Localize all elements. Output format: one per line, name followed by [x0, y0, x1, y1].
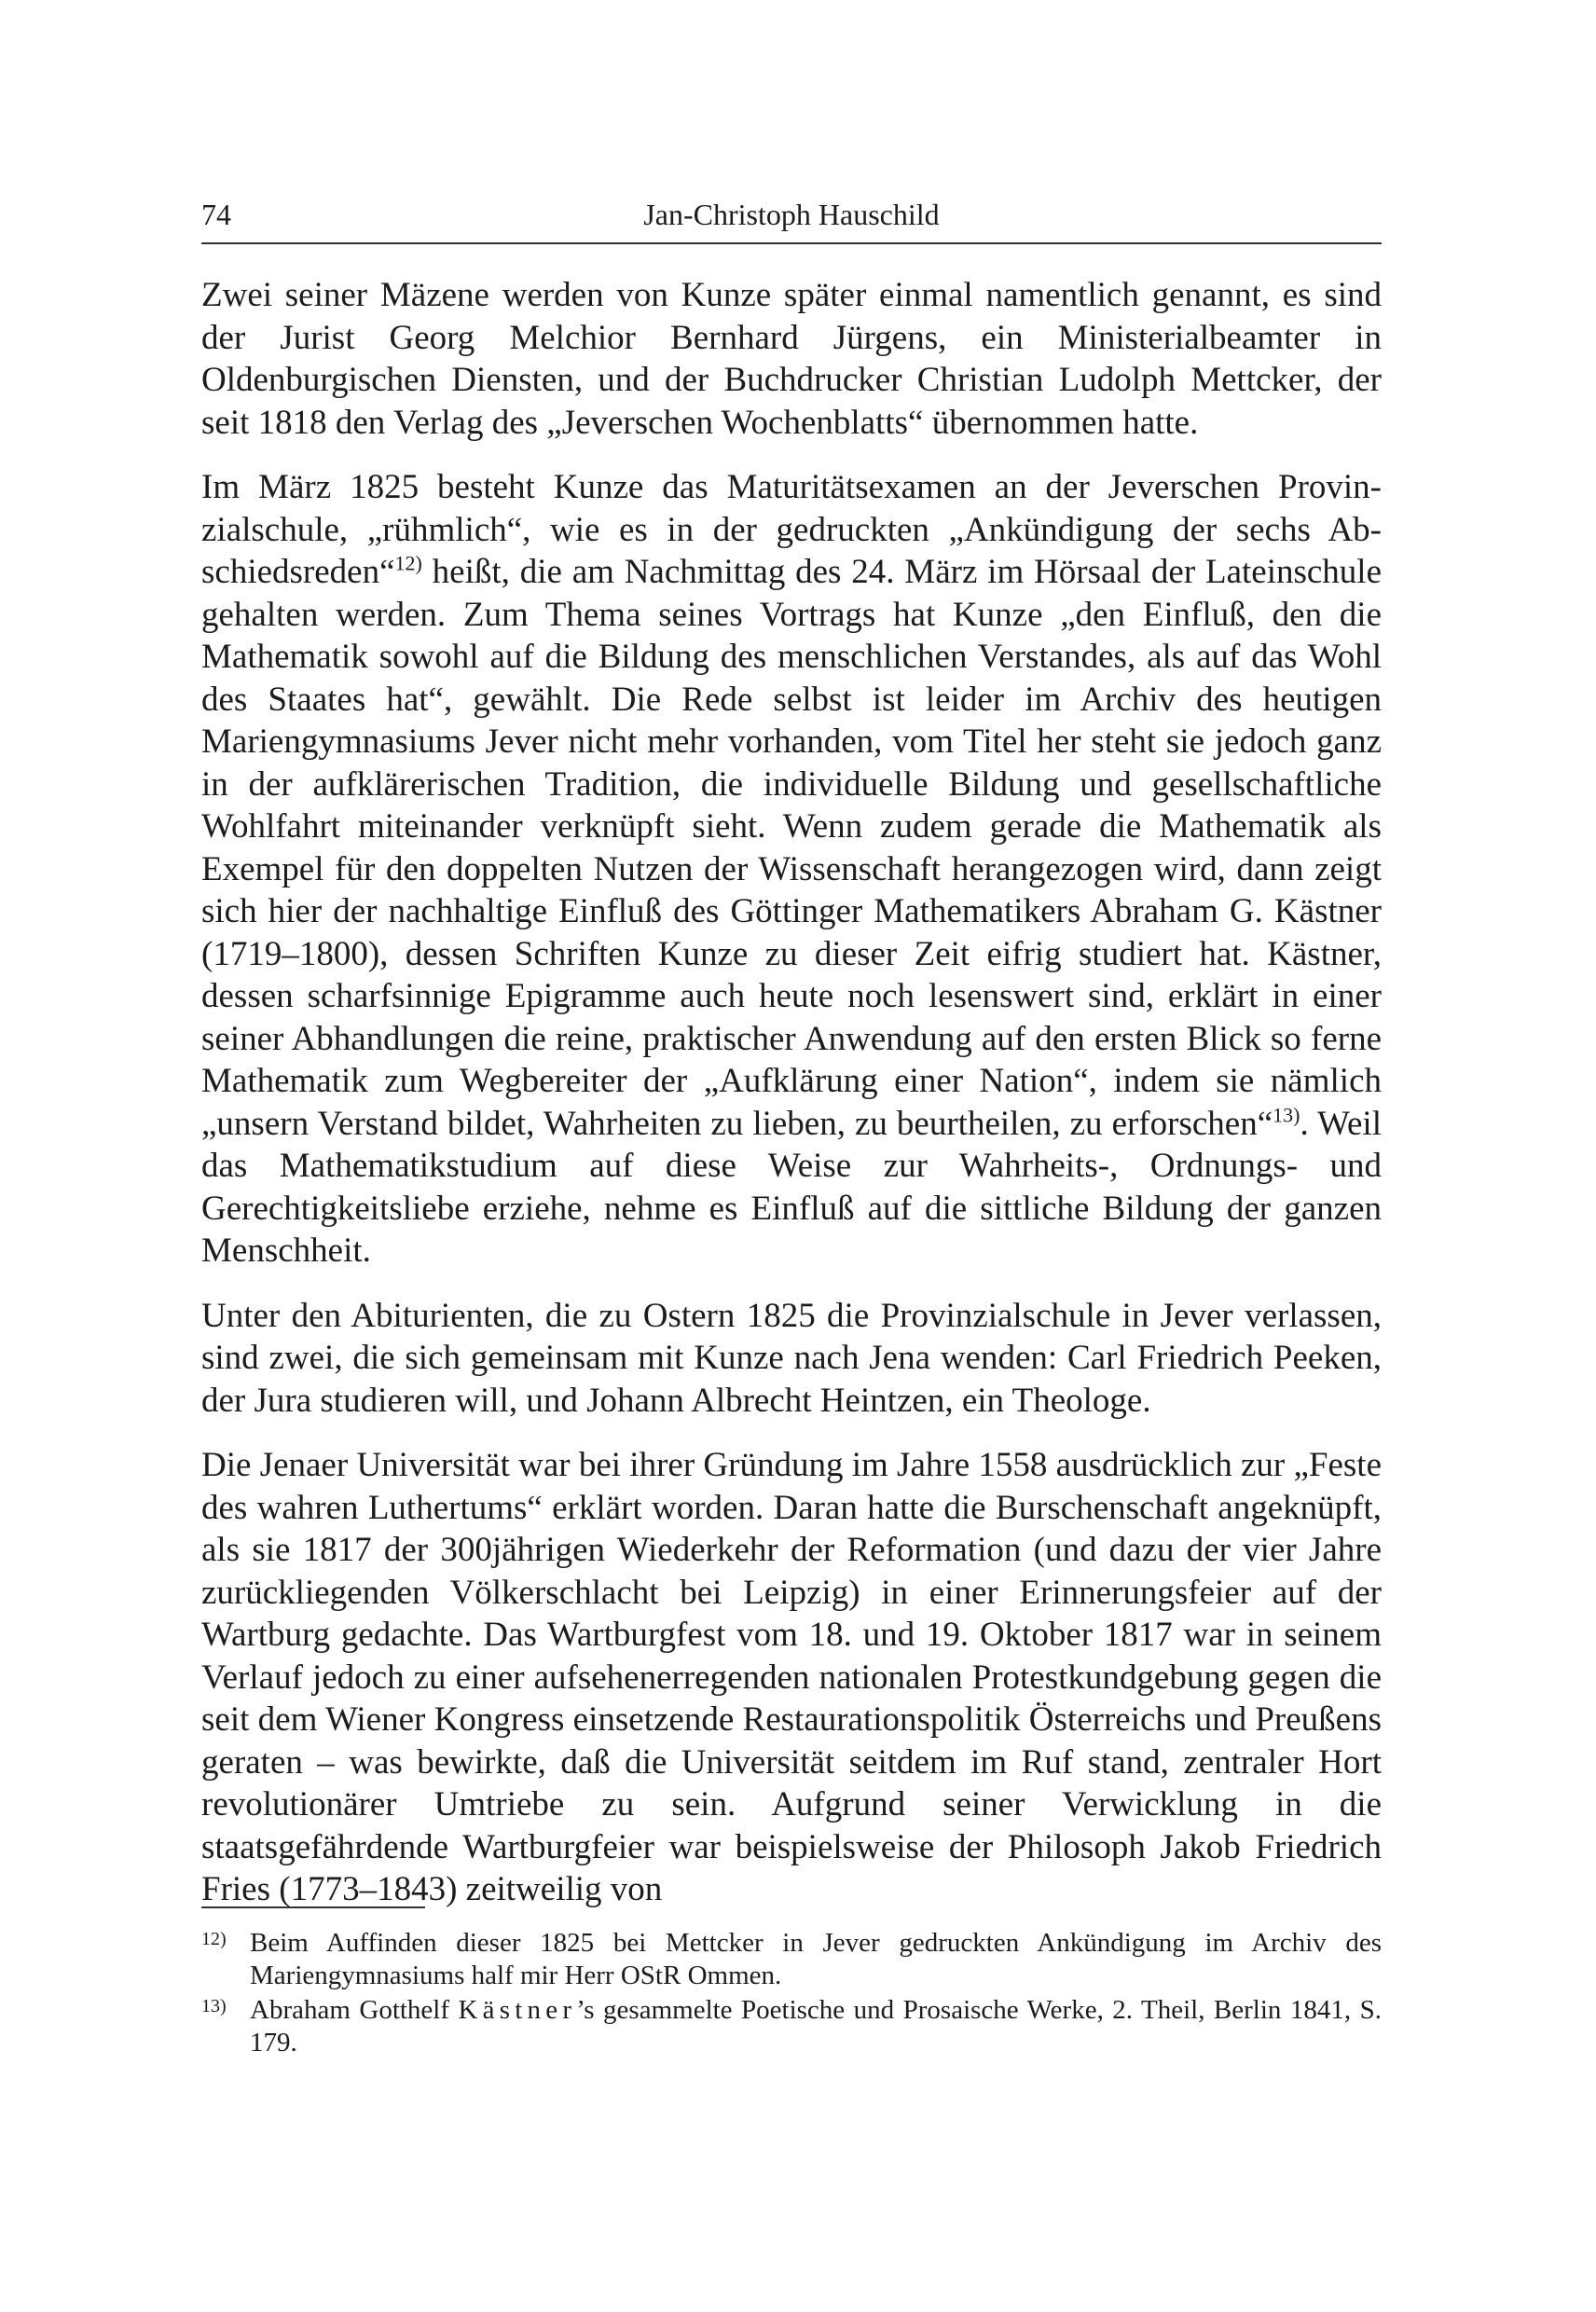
- paragraph: [201, 466, 1382, 1273]
- footnote-marker: 13): [201, 1996, 227, 2016]
- footnote-divider: [201, 1906, 425, 1908]
- running-head: [201, 186, 1382, 244]
- paragraph: Unter den Abiturienten, die zu Ostern 1825 die Provinzialschule in Jever verlassen, sind zwei, die sich gemeinsam mit Kunze nach Jena wenden: Carl Friedrich Peeken, der Jura studieren will, und Johann Albrecht Heintzen, ein Theologe.: [201, 1296, 1382, 1420]
- paragraph: Die Jenaer Universität war bei ihrer Gründung im Jahre 1558 ausdrücklich zur „Feste des wahren Luthertums“ erklärt worden. Daran hatte die Burschenschaft angeknüpft, als sie 1817 der 300jährigen Wiederkehr der Reformation (und dazu der vier Jahre zurückliegenden Völkerschlacht bei Leipzig) in einer Erinnerungsfeier auf der Wartburg gedachte. Das Wartburgfest vom 18. und 19. Oktober 1817 war in seinem Verlauf jedoch zu einer aufsehenerregenden nationalen Protestkundgebung gegen die seit dem Wiener Kongress einsetzende Restaurationspolitik Österreichs und Preußens geraten – was bewirkte, daß die Universität seitdem im Ruf stand, zentraler Hort revolutionärer Umtriebe zu sein. Aufgrund seiner Verwicklung in die staatsgefährdende Wartburgfeier war beispielsweise der Philosoph Jakob Friedrich Fries (1773–1843) zeitweilig von: [201, 1446, 1382, 1908]
- footnote: [201, 1927, 1382, 1992]
- footnote-marker: 12): [201, 1929, 227, 1949]
- footnote-text: Beim Auffinden dieser 1825 bei Mettcker in Jever gedruckten Ankündigung im Archiv des Mariengymnasiums half mir Herr OStR Ommen.: [250, 1928, 1382, 1990]
- paragraph: Zwei seiner Mäzene werden von Kunze später einmal namentlich genannt, es sind der Jurist Georg Melchior Bernhard Jürgens, ein Ministerialbeamter in Oldenburgischen Diensten, und der Buchdrucker Christian Ludolph Mettcker, der seit 1818 den Verlag des „Jeverschen Wochenblatts“ übernommen hatte.: [201, 276, 1382, 442]
- paragraph-text: . Weil das Mathematikstudium auf diese Weise zur Wahrheits-, Ordnungs- und Gerechtigkeitsliebe erziehe, nehme es Einfluß auf die sittliche Bildung der ganzen Menschheit.: [201, 1104, 1382, 1270]
- footnote-reference[interactable]: 12): [394, 551, 422, 575]
- page-number: 74: [201, 198, 231, 231]
- footnote-text-part: Abraham Gotthelf: [250, 1995, 459, 2025]
- footnote-author-name: Kästner: [458, 1995, 577, 2025]
- body-text: [201, 274, 1382, 1911]
- footnote: [201, 1994, 1382, 2059]
- footnote-text: [250, 1995, 1382, 2057]
- running-head-author: Jan-Christoph Hauschild: [643, 198, 940, 231]
- footnotes: [201, 1906, 1382, 2061]
- footnote-reference[interactable]: 13): [1273, 1103, 1300, 1127]
- paragraph-text: Im März 1825 besteht Kunze das Maturitätsexamen an der Jeverschen Provinzialschule, „rühmlich“, wie es in der gedruckten „Ankündigung der sechs Abschiedsreden“: [201, 468, 1382, 591]
- footnote-text-part: ’s gesammelte Poetische und Prosaische Werke, 2. Theil, Berlin 1841, S. 179.: [250, 1995, 1382, 2057]
- page: [201, 186, 1382, 1934]
- paragraph-text: heißt, die am Nachmittag des 24. März im Hörsaal der Lateinschule gehalten werden. Zum Thema seines Vortrags hat Kunze „den Einfluß, den die Mathematik sowohl auf die Bildung des menschlichen Verstandes, als auf das Wohl des Staates hat“, gewählt. Die Rede selbst ist leider im Archiv des heutigen Mariengymnasiums Jever nicht mehr vorhanden, vom Titel her steht sie jedoch ganz in der aufklärerischen Tradition, die individuelle Bildung und gesellschaftliche Wohlfahrt miteinander verknüpft sieht. Wenn zudem gerade die Mathematik als Exempel für den doppelten Nutzen der Wissenschaft herangezogen wird, dann zeigt sich hier der nachhaltige Einfluß des Göttinger Mathematikers Abraham G. Kästner (1719–1800), dessen Schriften Kunze zu dieser Zeit eifrig studiert hat. Kästner, dessen scharfsinnige Epigramme auch heute noch lesenswert sind, erklärt in einer seiner Abhandlungen die reine, praktischer Anwendung auf den ersten Blick so ferne Mathematik zum Wegbereiter der „Aufklärung einer Nation“, indem sie nämlich „unsern Verstand bildet, Wahrheiten zu lieben, zu beurtheilen, zu erforschen“: [201, 553, 1382, 1143]
